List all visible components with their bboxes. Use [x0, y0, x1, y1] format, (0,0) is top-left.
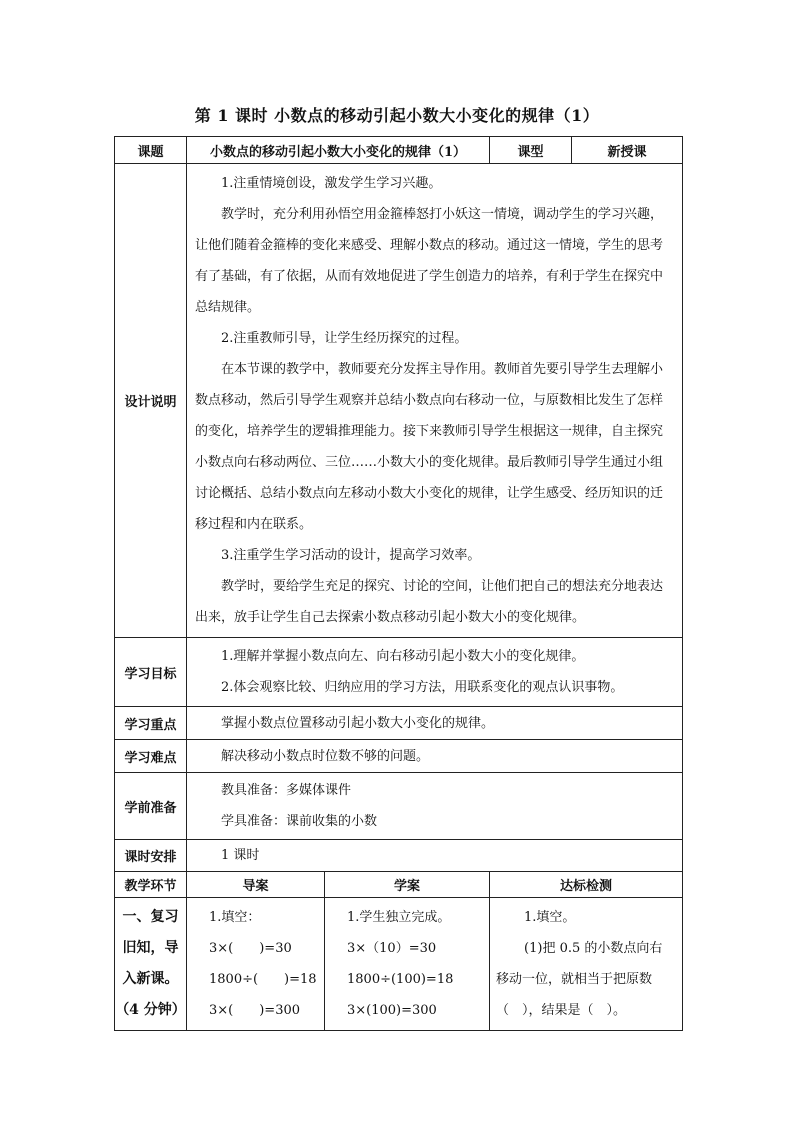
- col-stage: 教学环节: [115, 872, 187, 898]
- prep-label: 学前准备: [115, 773, 187, 840]
- row-columns: [115, 872, 683, 898]
- schedule-text: 1 课时: [221, 848, 260, 863]
- design-paragraph: 1.注重情境创设，激发学生学习兴趣。: [221, 176, 442, 191]
- row-goals: [115, 638, 683, 707]
- col-study: 学案: [325, 872, 490, 898]
- schedule-label: 课时安排: [115, 840, 187, 872]
- goal-item: 1.理解并掌握小数点向左、向右移动引起小数大小的变化规律。: [221, 649, 585, 664]
- difficulty-label: 学习难点: [115, 740, 187, 773]
- stage1-guide: 1.填空： 3×( )=30 1800÷( )=18 3×( )=300: [187, 898, 325, 1031]
- prep-item: 教具准备：多媒体课件: [221, 783, 352, 798]
- page-title: 第 1 课时 小数点的移动引起小数大小变化的规律（1）: [194, 106, 600, 125]
- prep-content: [187, 773, 683, 840]
- type-value: 新授课: [572, 137, 683, 164]
- goals-label: 学习目标: [115, 638, 187, 707]
- goals-content: [187, 638, 683, 707]
- lesson-plan-table: [114, 136, 683, 1031]
- topic-value: 小数点的移动引起小数大小变化的规律（1）: [187, 137, 490, 164]
- col-check: 达标检测: [490, 872, 683, 898]
- stage1-label: 一、复习 旧知，导 入新课。 （4 分钟）: [115, 898, 187, 1031]
- row-design: [115, 164, 683, 638]
- stage1-study: 1.学生独立完成。 3×（10）=30 1800÷(100)=18 3×(100)=300: [325, 898, 490, 1031]
- focus-label: 学习重点: [115, 707, 187, 740]
- difficulty-text: 解决移动小数点时位数不够的问题。: [221, 748, 430, 764]
- row-topic: [115, 137, 683, 164]
- design-paragraph: 教学时，要给学生充足的探究、讨论的空间，让他们把自己的想法充分地表达出来，放手让学生自己去探索小数点移动引起小数大小的变化规律。: [195, 579, 664, 625]
- goal-item: 2.体会观察比较、归纳应用的学习方法，用联系变化的观点认识事物。: [221, 680, 624, 695]
- type-label: 课型: [490, 137, 572, 164]
- row-difficulty: [115, 740, 683, 773]
- design-paragraph: 3.注重学生学习活动的设计，提高学习效率。: [221, 548, 481, 563]
- design-paragraph: 在本节课的教学中，教师要充分发挥主导作用。教师首先要引导学生去理解小数点移动，然后引导学生观察并总结小数点向右移动一位，与原数相比发生了怎样的变化，培养学生的逻辑推理能力。接下来教师引导学生根据这一规律，自主探究小数点向右移动两位、三位……小数大小的变化规律。最后教师引导学生通过小组讨论概括、总结小数点向左移动小数大小变化的规律，让学生感受、经历知识的迁移过程和内在联系。: [195, 362, 664, 532]
- design-paragraph: 教学时，充分利用孙悟空用金箍棒怒打小妖这一情境，调动学生的学习兴趣，让他们随着金箍棒的变化来感受、理解小数点的移动。通过这一情境，学生的思考有了基础，有了依据，从而有效地促进了学生创造力的培养，有利于学生在探究中总结规律。: [195, 207, 664, 315]
- col-guide: 导案: [187, 872, 325, 898]
- design-label: 设计说明: [115, 164, 187, 638]
- focus-text: 掌握小数点位置移动引起小数大小变化的规律。: [221, 715, 495, 731]
- row-stage1: [115, 898, 683, 1031]
- design-content: [187, 164, 683, 638]
- row-prep: [115, 773, 683, 840]
- row-schedule: [115, 840, 683, 872]
- stage1-check: 1.填空。 (1)把 0.5 的小数点向右 移动一位，就相当于把原数 （ ），结果是（ ）。: [490, 898, 683, 1031]
- row-focus: [115, 707, 683, 740]
- prep-item: 学具准备：课前收集的小数: [221, 814, 378, 829]
- topic-label: 课题: [115, 137, 187, 164]
- design-paragraph: 2.注重教师引导，让学生经历探究的过程。: [221, 331, 468, 346]
